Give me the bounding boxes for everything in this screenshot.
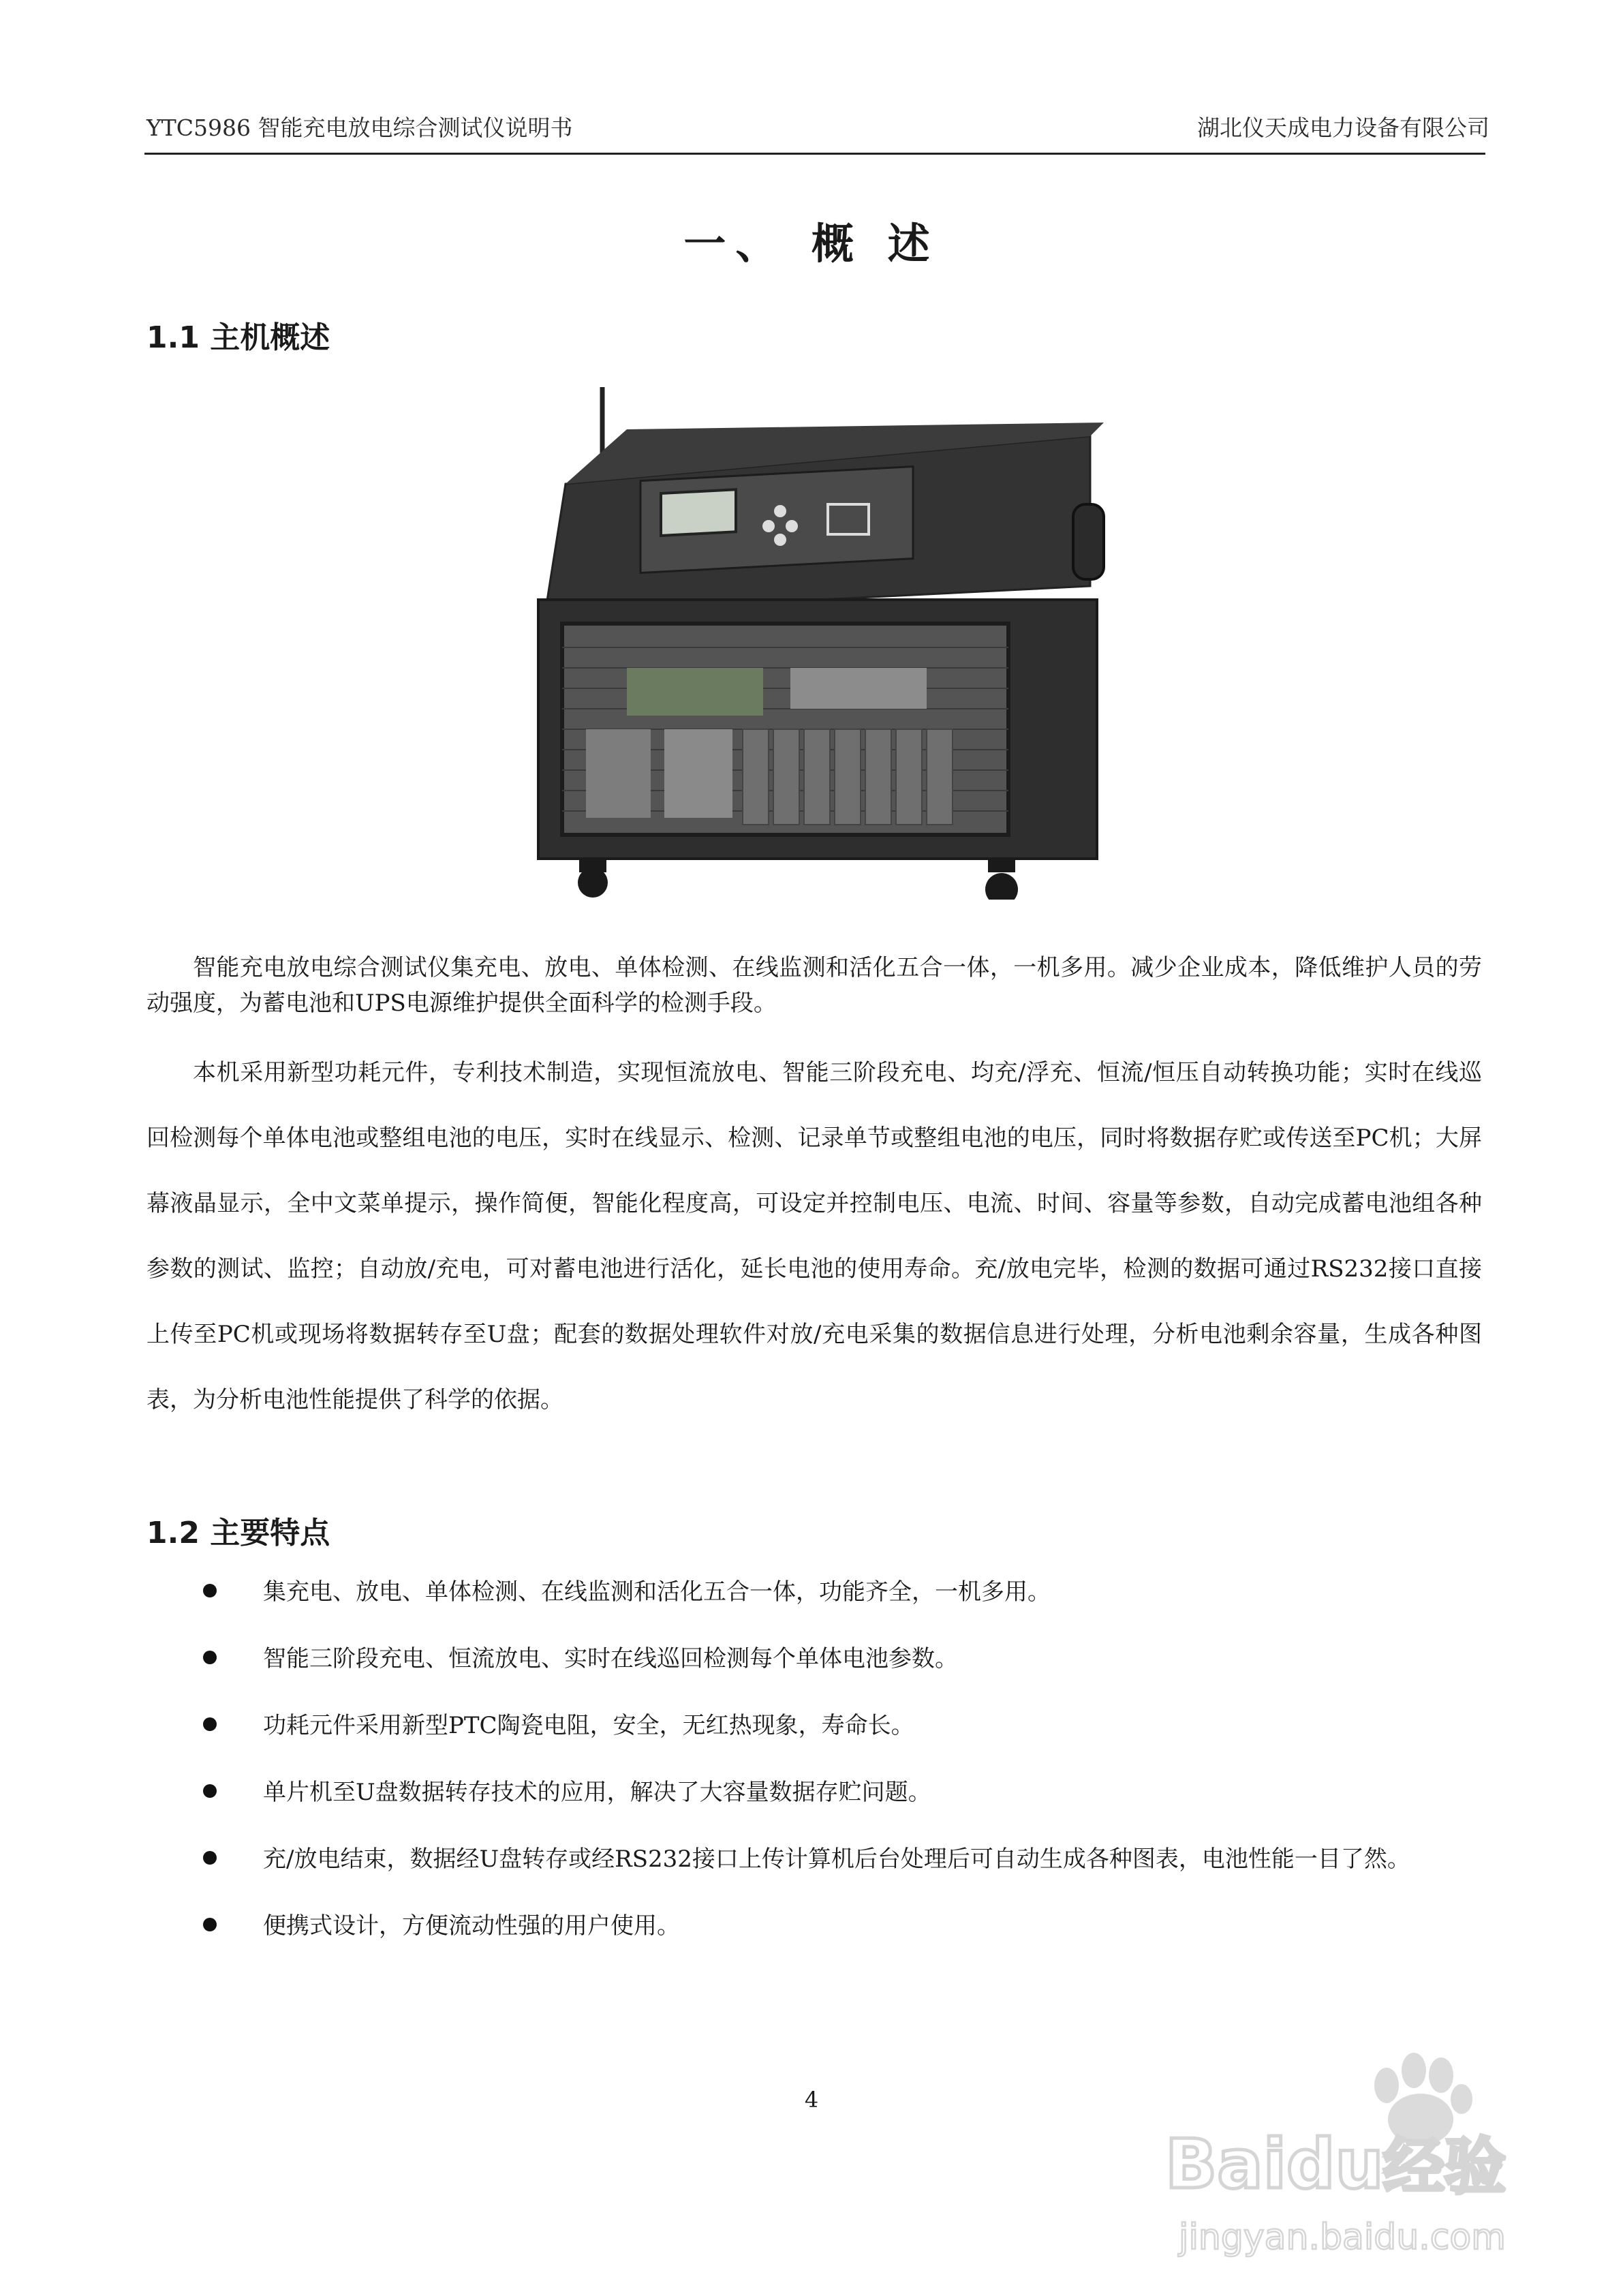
features-list: [198, 1574, 1482, 1975]
feature-text: 便携式设计，方便流动性强的用户使用。: [263, 1912, 680, 1940]
list-item: [198, 1908, 1482, 1944]
section-title-1-1: 1.1 主机概述: [146, 320, 330, 355]
page-number: 4: [804, 2087, 819, 2113]
baidu-watermark-logo: [1158, 2045, 1594, 2269]
header-left-title: YTC5986 智能充电放电综合测试仪说明书: [146, 114, 573, 141]
list-item: [198, 1826, 1482, 1892]
svg-text:Baidu: Baidu: [1165, 2124, 1384, 2204]
list-item: [198, 1641, 1482, 1677]
bullet-icon: [203, 1717, 217, 1731]
lcd-display: [661, 489, 736, 536]
bullet-icon: [203, 1918, 217, 1931]
header-company-name: 湖北仪天成电力设备有限公司: [1197, 114, 1489, 141]
svg-text:jingyan.baidu.com: jingyan.baidu.com: [1179, 2217, 1506, 2258]
section-title-1-2: 1.2 主要特点: [146, 1516, 330, 1550]
svg-text:经验: 经验: [1383, 2131, 1506, 2203]
product-photo: [518, 382, 1117, 900]
list-item: [198, 1708, 1482, 1743]
feature-text: 功耗元件采用新型PTC陶瓷电阻，安全，无红热现象，寿命长。: [263, 1712, 914, 1739]
overview-paragraph-2: 本机采用新型功耗元件，专利技术制造，实现恒流放电、智能三阶段充电、均充/浮充、恒流/恒压自动转换功能；实时在线巡回检测每个单体电池或整组电池的电压，实时在线显示、检测、记录单节或整组电池的电压，同时将数据存贮或传送至PC机；大屏幕液晶显示，全中文菜单提示，操作简便，智能化程度高，可设定并控制电压、电流、时间、容量等参数，自动完成蓄电池组各种参数的测试、监控；自动放/充电，可对蓄电池进行活化，延长电池的使用寿命。充/放电完毕，检测的数据可通过RS232接口直接上传至PC机或现场将数据转存至U盘；配套的数据处理软件对放/充电采集的数据信息进行处理，分析电池剩余容量，生成各种图表，为分析电池性能提供了科学的依据。: [146, 1059, 1482, 1413]
feature-text: 智能三阶段充电、恒流放电、实时在线巡回检测每个单体电池参数。: [263, 1645, 958, 1672]
feature-text: 集充电、放电、单体检测、在线监测和活化五合一体，功能齐全，一机多用。: [263, 1578, 1051, 1606]
bullet-icon: [203, 1584, 217, 1597]
feature-text: 单片机至U盘数据转存技术的应用，解决了大容量数据存贮问题。: [263, 1779, 931, 1806]
header-divider: [144, 153, 1485, 155]
bullet-icon: [203, 1784, 217, 1798]
chapter-title: 一、 概 述: [683, 219, 940, 269]
bullet-icon: [203, 1851, 217, 1865]
handle-icon: [1073, 504, 1104, 579]
list-item: [198, 1574, 1482, 1610]
feature-text: 充/放电结束，数据经U盘转存或经RS232接口上传计算机后台处理后可自动生成各种图表，电池性能一目了然。: [263, 1846, 1410, 1873]
overview-paragraph-1: 智能充电放电综合测试仪集充电、放电、单体检测、在线监测和活化五合一体，一机多用。减少企业成本，降低维护人员的劳动强度，为蓄电池和UPS电源维护提供全面科学的检测手段。: [146, 954, 1482, 1017]
bullet-icon: [203, 1651, 217, 1664]
list-item: [198, 1775, 1482, 1810]
